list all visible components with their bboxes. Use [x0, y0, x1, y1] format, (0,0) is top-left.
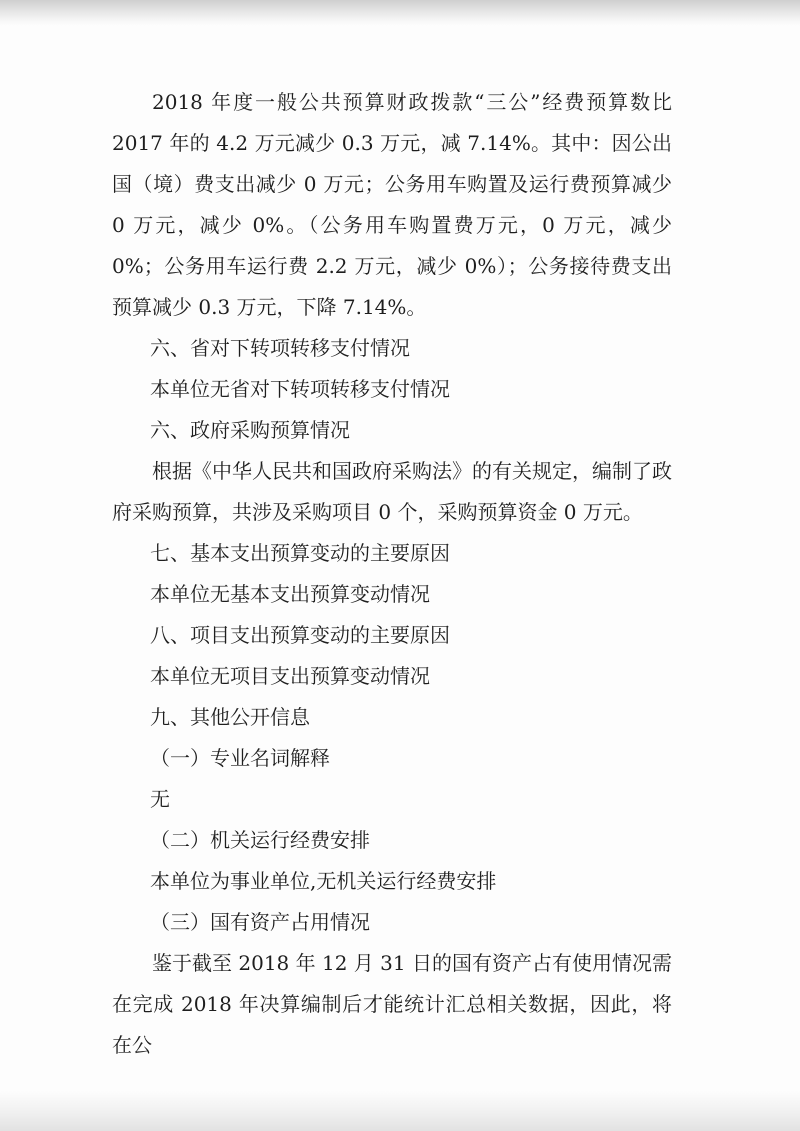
heading-transfer-payment: 六、省对下转项转移支付情况	[150, 336, 410, 360]
text-no-operating-funds: 本单位为事业单位,无机关运行经费安排	[150, 869, 497, 893]
text-no-transfer-payment: 本单位无省对下转项转移支付情况	[150, 377, 450, 401]
text-no-basic-expenditure-change: 本单位无基本支出预算变动情况	[150, 582, 430, 606]
paragraph-procurement: 根据《中华人民共和国政府采购法》的有关规定，编制了政府采购预算，共涉及采购项目 0 个，采购预算资金 0 万元。	[112, 459, 672, 524]
document-body	[112, 82, 672, 1066]
paragraph-state-assets: 鉴于截至 2018 年 12 月 31 日的国有资产占有使用情况需在完成 2018 年决算编制后才能统计汇总相关数据，因此，将在公	[112, 951, 672, 1057]
text-no-project-expenditure-change: 本单位无项目支出预算变动情况	[150, 664, 430, 688]
paragraph-sangong-budget: 2018 年度一般公共预算财政拨款“三公”经费预算数比 2017 年的 4.2 万元减少 0.3 万元，减 7.14%。其中：因公出国（境）费支出减少 0 万元；公务用车购置及运行费预算减少 0 万元，减少 0%。（公务用车购置费万元，0 万元，减少 0%；公务用车运行费 2.2 万元，减少 0%）；公务接待费支出预算减少 0.3 万元，下降 7.14%。	[112, 90, 672, 319]
text-none: 无	[150, 787, 170, 811]
heading-other-info: 九、其他公开信息	[150, 705, 310, 729]
subheading-terms: （一）专业名词解释	[150, 746, 330, 770]
scan-edge-bottom	[0, 1091, 800, 1131]
heading-basic-expenditure-change: 七、基本支出预算变动的主要原因	[150, 541, 450, 565]
heading-procurement-budget: 六、政府采购预算情况	[150, 418, 350, 442]
scan-edge-top	[0, 0, 800, 26]
subheading-operating-funds: （二）机关运行经费安排	[150, 828, 370, 852]
heading-project-expenditure-change: 八、项目支出预算变动的主要原因	[150, 623, 450, 647]
subheading-state-assets: （三）国有资产占用情况	[150, 910, 370, 934]
